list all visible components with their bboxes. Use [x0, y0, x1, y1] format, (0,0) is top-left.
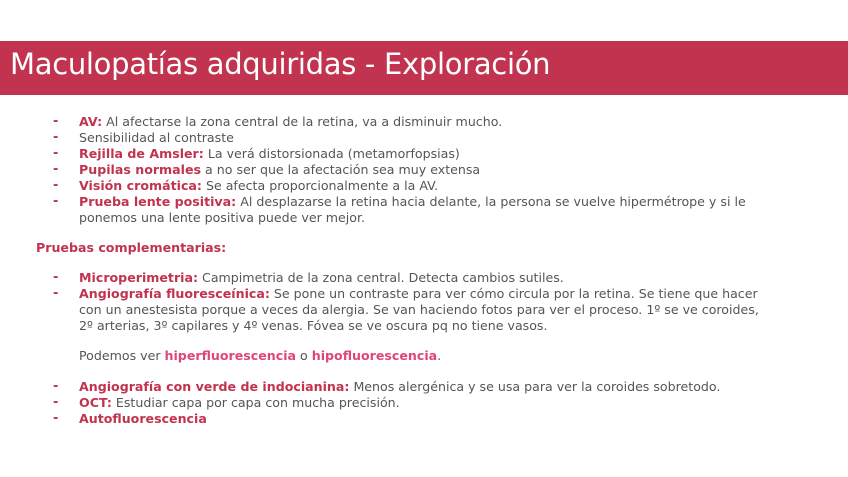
item-text: Se pone un contraste para ver cómo circula por la retina. Se tiene que hacer [273, 286, 758, 301]
item-label: Pupilas normales [79, 162, 202, 177]
item-text: a no ser que la afectación sea muy extensa [205, 162, 481, 177]
item-text: Se afecta proporcionalmente a la AV. [205, 178, 439, 193]
item-label: Visión cromática: [79, 178, 202, 193]
bullet: - [53, 411, 59, 426]
list-item [79, 130, 234, 146]
list-item [79, 114, 502, 130]
bullet: - [53, 130, 59, 145]
item-text: Al afectarse la zona central de la retina, va a disminuir mucho. [106, 114, 503, 129]
item-text-continued: con un anestesista porque a veces da alergia. Se van haciendo fotos para ver el proceso. 1º se ve coroides, [79, 302, 759, 317]
bullet: - [53, 162, 59, 177]
section-heading: Pruebas complementarias: [36, 240, 227, 255]
list-item [79, 146, 460, 162]
item-label: AV: [79, 114, 103, 129]
list-item [79, 178, 438, 194]
item-label: Microperimetria: [79, 270, 199, 285]
item-text-continued: 2º arterias, 3º capilares y 4º venas. Fóvea se ve oscura pq no tiene vasos. [79, 318, 548, 333]
bullet: - [53, 194, 59, 209]
item-text: Sensibilidad al contraste [79, 130, 234, 145]
bullet: - [53, 146, 59, 161]
item-label: Rejilla de Amsler: [79, 146, 204, 161]
note-term-hipo: hipofluorescencia [311, 348, 438, 363]
note-middle: o [296, 348, 312, 363]
note-suffix: . [437, 348, 442, 363]
item-text: Al desplazarse la retina hacia delante, la persona se vuelve hipermétrope y si le [240, 194, 746, 209]
item-text: Campimetria de la zona central. Detecta cambios sutiles. [202, 270, 564, 285]
item-label: Angiografía fluoresceínica: [79, 286, 270, 301]
list-item [79, 379, 720, 395]
list-item [79, 194, 746, 210]
bullet: - [53, 395, 59, 410]
item-label: OCT: [79, 395, 112, 410]
item-label: Angiografía con verde de indocianina: [79, 379, 350, 394]
item-text: Menos alergénica y se usa para ver la coroides sobretodo. [353, 379, 721, 394]
bullet: - [53, 379, 59, 394]
slide-title: Maculopatías adquiridas - Exploración [10, 47, 551, 81]
list-item [79, 286, 758, 302]
item-label: Prueba lente positiva: [79, 194, 237, 209]
list-item [79, 270, 564, 286]
item-label: Autofluorescencia [79, 411, 207, 426]
note-term-hiper: hiperfluorescencia [164, 348, 297, 363]
item-text-continued: ponemos una lente positiva puede ver mejor. [79, 210, 366, 225]
note-line [79, 348, 441, 364]
bullet: - [53, 178, 59, 193]
item-text: Estudiar capa por capa con mucha precisión. [115, 395, 400, 410]
list-item [79, 162, 480, 178]
list-item [79, 395, 400, 411]
bullet: - [53, 286, 59, 301]
bullet: - [53, 270, 59, 285]
bullet: - [53, 114, 59, 129]
item-text: La verá distorsionada (metamorfopsias) [207, 146, 460, 161]
list-item [79, 411, 207, 427]
note-prefix: Podemos ver [79, 348, 165, 363]
